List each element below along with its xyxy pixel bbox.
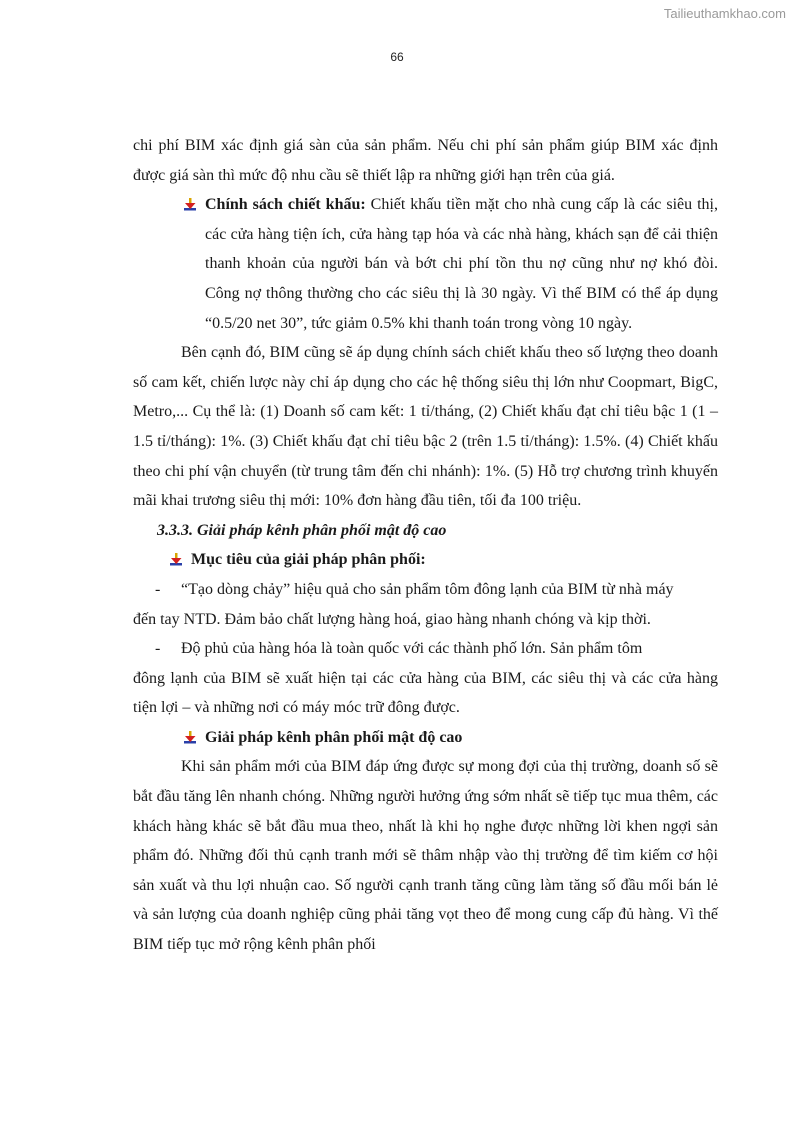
bullet-item-coverage-continued: đông lạnh của BIM sẽ xuất hiện tại các cửa hàng của BIM, các siêu thị và các cửa hàng tiện lợi – và những nơi có máy móc trữ đông được. <box>133 669 718 717</box>
discount-policy-text: Chiết khấu tiền mặt cho nhà cung cấp là các siêu thị, các cửa hàng tiện ích, cửa hàng tạp hóa và các nhà hàng, khách sạn để cải thiện thanh khoản của người bán và bớt chi phí tồn thu nợ cũng như nợ khó đòi. Công nợ thông thường cho các siêu thị là 30 ngày. Vì thế BIM có thể áp dụng “0.5/20 net 30”, tức giảm 0.5% khi thanh toán trong vòng 10 ngày. <box>205 196 718 332</box>
paragraph-discount-policy <box>133 190 718 338</box>
bullet-item-coverage-first: Độ phủ của hàng hóa là toàn quốc với các thành phố lớn. Sản phẩm tôm <box>181 640 643 658</box>
objective-heading-text: Mục tiêu của giải pháp phân phối: <box>191 551 426 569</box>
section-heading-3-3-3: 3.3.3. Giải pháp kênh phân phối mật độ cao <box>157 521 447 539</box>
bullet-arrow-icon <box>169 552 183 567</box>
bullet-arrow-icon <box>183 197 197 212</box>
bullet-arrow-icon <box>183 730 197 745</box>
watermark: Tailieuthamkhao.com <box>663 6 786 21</box>
dash-bullet: - <box>155 640 161 658</box>
bullet-item-coverage <box>133 634 718 664</box>
solution-heading <box>133 723 718 753</box>
page-number: 66 <box>390 50 404 64</box>
paragraph-market-growth: Khi sản phẩm mới của BIM đáp ứng được sự mong đợi của thị trường, doanh số sẽ bắt đầu tăng lên nhanh chóng. Những người hưởng ứng sớm nhất sẽ tiếp tục mua thêm, các khách hàng khác sẽ bắt đầu mua theo, nhất là khi họ nghe được những lời khen ngợi sản phẩm đó. Những đối thủ cạnh tranh mới sẽ thâm nhập vào thị trường để tìm kiếm cơ hội sản xuất và thu lợi nhuận cao. Số người cạnh tranh tăng cũng làm tăng số đầu mối bán lẻ và sản lượng của doanh nghiệp cũng phải tăng vọt theo để mong cung cấp đủ hàng. Vì thế BIM tiếp tục mở rộng kênh phân phối <box>133 758 718 954</box>
bullet-item-flow <box>133 575 718 605</box>
objective-heading <box>133 545 718 575</box>
paragraph-price-floor: chi phí BIM xác định giá sàn của sản phẩm. Nếu chi phí sản phẩm giúp BIM xác định được giá sàn thì mức độ nhu cầu sẽ thiết lập ra những giới hạn trên của giá. <box>133 137 718 184</box>
solution-heading-text: Giải pháp kênh phân phối mật độ cao <box>205 728 463 746</box>
document-body <box>133 131 718 960</box>
bullet-item-flow-first: “Tạo dòng chảy” hiệu quả cho sản phẩm tôm đông lạnh của BIM từ nhà máy <box>181 580 674 598</box>
paragraph-volume-discount: Bên cạnh đó, BIM cũng sẽ áp dụng chính sách chiết khấu theo số lượng theo doanh số cam kết, chiến lược này chỉ áp dụng cho các hệ thống siêu thị lớn như Coopmart, BigC, Metro,... Cụ thể là: (1) Doanh số cam kết: 1 tỉ/tháng, (2) Chiết khấu đạt chỉ tiêu bậc 1 (1 – 1.5 tỉ/tháng): 1%. (3) Chiết khấu đạt chỉ tiêu bậc 2 (trên 1.5 tỉ/tháng): 1.5%. (4) Chiết khấu theo chi phí vận chuyển (từ trung tâm đến chi nhánh): 1%. (5) Hỗ trợ chương trình khuyến mãi khai trương siêu thị mới: 10% đơn hàng đầu tiên, tối đa 100 triệu. <box>133 344 718 510</box>
dash-bullet: - <box>155 580 161 598</box>
bullet-item-flow-continued: đến tay NTD. Đảm bảo chất lượng hàng hoá, giao hàng nhanh chóng và kịp thời. <box>133 610 651 628</box>
discount-policy-title: Chính sách chiết khấu: <box>205 196 366 214</box>
